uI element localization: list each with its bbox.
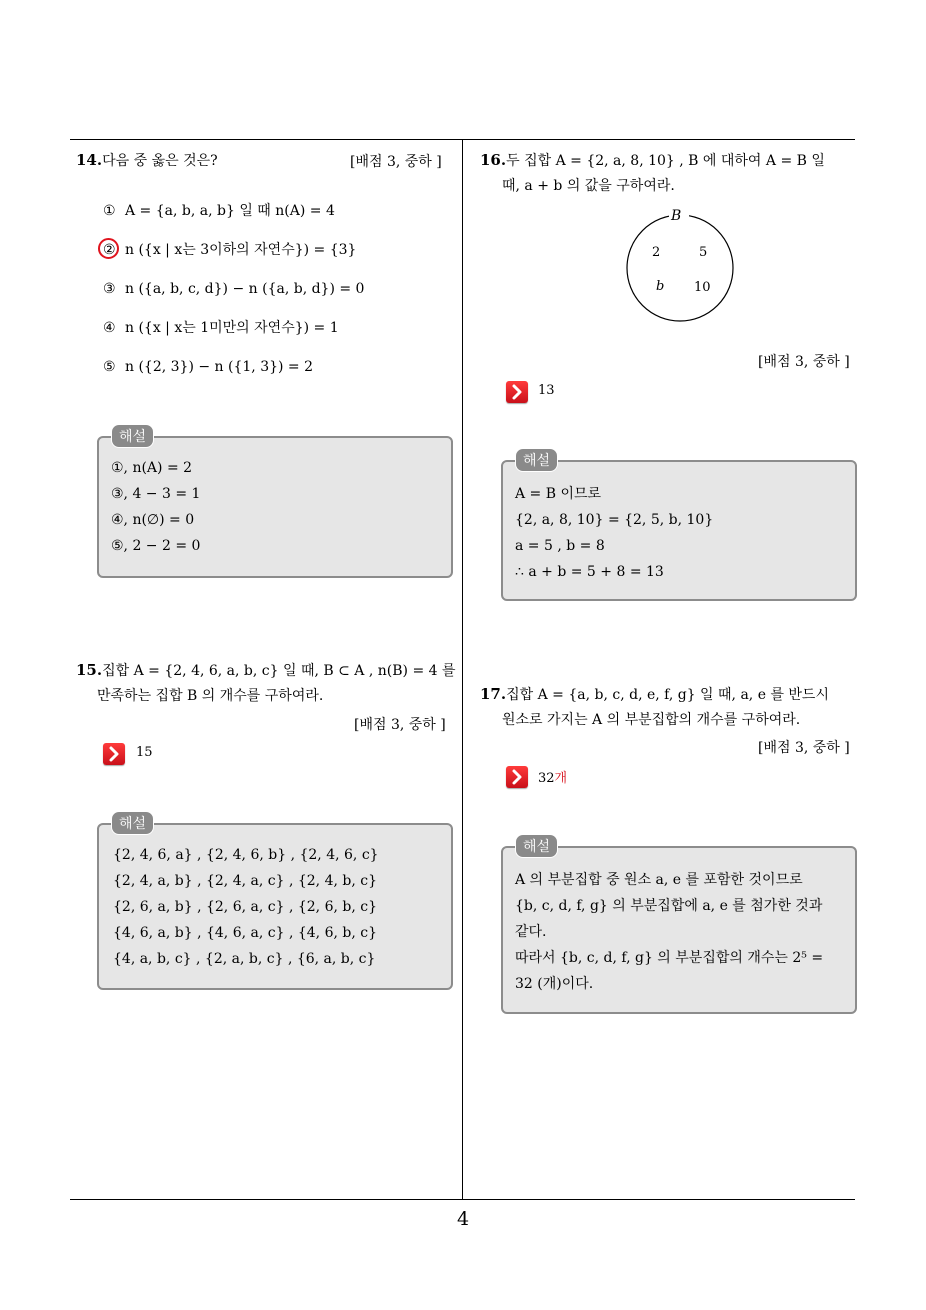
solution-line: ∴ a + b = 5 + 8 = 13 xyxy=(515,564,664,580)
choice-3 xyxy=(103,279,364,299)
question-number: 14. xyxy=(76,151,103,169)
question-stem: 집합 A = {2, 4, 6, a, b, c} 일 때, B ⊂ A , n(B) = 4 를 xyxy=(102,663,456,679)
venn-element: 5 xyxy=(699,245,708,260)
solution-box xyxy=(501,846,857,1014)
answer-arrow-icon xyxy=(506,766,528,788)
solution-line: {2, 4, a, b} , {2, 4, a, c} , {2, 4, b, c} xyxy=(113,873,377,889)
solution-line: {4, a, b, c} , {2, a, b, c} , {6, a, b, c} xyxy=(113,951,376,967)
answer-circle-icon xyxy=(98,238,119,259)
score-label: [배점 3, 중하 ] xyxy=(758,354,850,370)
answer-arrow-icon xyxy=(103,743,125,765)
question-17-line-1 xyxy=(480,684,829,705)
solution-line: {4, 6, a, b} , {4, 6, a, c} , {4, 6, b, c} xyxy=(113,925,377,941)
choice-text: n ({x | x는 1미만의 자연수}) = 1 xyxy=(125,320,339,336)
venn-diagram xyxy=(625,208,735,324)
solution-box xyxy=(97,436,453,578)
choice-1 xyxy=(103,201,335,221)
score-label: [배점 3, 중하 ] xyxy=(350,154,442,170)
choice-mark: ① xyxy=(103,203,116,219)
venn-element: 10 xyxy=(694,280,711,295)
solution-line: ①, n(A) = 2 xyxy=(111,460,193,476)
answer-number: 32 xyxy=(538,771,555,786)
solution-line: 32 (개)이다. xyxy=(515,976,594,992)
question-15-line-2: 만족하는 집합 B 의 개수를 구하여라. xyxy=(97,688,324,704)
solution-line: ④, n(∅) = 0 xyxy=(111,512,195,528)
question-number: 16. xyxy=(480,151,507,169)
choice-mark: ④ xyxy=(103,320,116,336)
page-number: 4 xyxy=(456,1208,470,1230)
answer-value: 15 xyxy=(136,745,153,760)
bottom-rule xyxy=(70,1199,855,1200)
answer-value: 13 xyxy=(538,383,555,398)
solution-tab: 해설 xyxy=(111,811,154,835)
choice-mark: ③ xyxy=(103,281,116,297)
solution-box xyxy=(501,460,857,601)
question-stem: 집합 A = {a, b, c, d, e, f, g} 일 때, a, e 를 반드시 xyxy=(506,687,829,703)
solution-line: {2, a, 8, 10} = {2, 5, b, 10} xyxy=(515,512,714,528)
question-16-line-1 xyxy=(480,150,825,171)
score-label: [배점 3, 중하 ] xyxy=(758,740,850,756)
solution-line: ⑤, 2 − 2 = 0 xyxy=(111,538,201,554)
choice-4 xyxy=(103,318,339,338)
solution-tab: 해설 xyxy=(515,448,558,472)
question-14-text xyxy=(76,150,218,171)
question-stem: 다음 중 옳은 것은? xyxy=(102,153,218,169)
answer-value xyxy=(538,767,567,786)
column-divider xyxy=(462,139,463,1200)
solution-tab: 해설 xyxy=(111,424,154,448)
solution-line: {2, 4, 6, a} , {2, 4, 6, b} , {2, 4, 6, c} xyxy=(113,847,379,863)
answer-unit: 개 xyxy=(554,771,568,786)
choice-text: A = {a, b, a, b} 일 때 n(A) = 4 xyxy=(125,203,335,219)
choice-mark: ② xyxy=(103,242,116,258)
answer-arrow-icon xyxy=(506,381,528,403)
venn-set-label: B xyxy=(671,208,682,224)
solution-line: {b, c, d, f, g} 의 부분집합에 a, e 를 첨가한 것과 xyxy=(515,898,823,914)
question-17-line-2: 원소로 가지는 A 의 부분집합의 개수를 구하여라. xyxy=(502,712,801,728)
question-16-line-2: 때, a + b 의 값을 구하여라. xyxy=(502,178,675,194)
solution-line: a = 5 , b = 8 xyxy=(515,538,605,554)
solution-box xyxy=(97,823,453,990)
solution-line: {2, 6, a, b} , {2, 6, a, c} , {2, 6, b, c} xyxy=(113,899,377,915)
solution-line: 따라서 {b, c, d, f, g} 의 부분집합의 개수는 2⁵ = xyxy=(515,950,824,966)
question-stem: 두 집합 A = {2, a, 8, 10} , B 에 대하여 A = B 일 xyxy=(506,153,825,169)
score-label: [배점 3, 중하 ] xyxy=(354,717,446,733)
venn-circle xyxy=(625,212,735,324)
question-number: 15. xyxy=(76,661,103,679)
solution-line: 같다. xyxy=(515,924,547,940)
solution-line: A 의 부분집합 중 원소 a, e 를 포함한 것이므로 xyxy=(515,872,803,888)
choice-5 xyxy=(103,357,313,377)
choice-mark: ⑤ xyxy=(103,359,116,375)
choice-text: n ({2, 3}) − n ({1, 3}) = 2 xyxy=(125,359,314,375)
solution-line: A = B 이므로 xyxy=(515,486,602,502)
choice-text: n ({x | x는 3이하의 자연수}) = {3} xyxy=(125,242,357,258)
choice-2 xyxy=(103,240,356,260)
solution-line: ③, 4 − 3 = 1 xyxy=(111,486,201,502)
venn-element: b xyxy=(656,279,665,294)
choice-text: n ({a, b, c, d}) − n ({a, b, d}) = 0 xyxy=(125,281,365,297)
question-15-line-1 xyxy=(76,660,456,681)
venn-element: 2 xyxy=(652,245,661,260)
solution-tab: 해설 xyxy=(515,834,558,858)
question-number: 17. xyxy=(480,685,507,703)
